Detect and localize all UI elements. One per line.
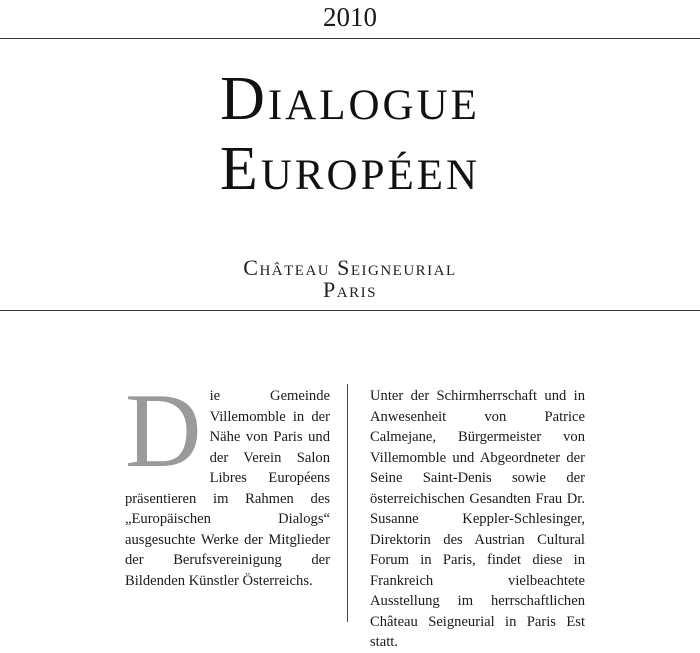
left-column-text: ie Gemeinde Villemomble in der Nähe von Paris und der Verein Salon Libres Européens präsentieren im Rahmen des „Europäischen Dialogs“ ausgesuchte Werke der Mitglieder der Berufsvereinigung der Bildenden Künstler Österreichs. (125, 388, 330, 589)
right-column-text: Unter der Schirmherrschaft und in Anwesenheit von Patrice Calmejane, Bürgermeister von Villemomble und Abgeordneter der Seine Saint-Denis sowie der österreichischen Gesandten Frau Dr. Susanne Keppler-Schlesinger, Direktorin des Austrian Cultural Forum in Paris, findet diese in Frankreich vielbeachtete Ausstellung im herrschaftlichen Château Seigneurial in Paris Est statt. (370, 388, 585, 650)
title-line-2: Européen (219, 135, 481, 203)
column-divider (347, 384, 348, 622)
subtitle-line-2: Paris (323, 277, 377, 302)
drop-cap: D (125, 372, 202, 489)
year-heading: 2010 (323, 2, 377, 32)
top-rule (0, 38, 700, 39)
title-line-1: Dialogue (220, 65, 480, 133)
left-column (125, 372, 330, 591)
right-column (370, 386, 585, 653)
subtitle-line-1: Château Seigneurial (243, 255, 457, 280)
middle-rule (0, 310, 700, 311)
